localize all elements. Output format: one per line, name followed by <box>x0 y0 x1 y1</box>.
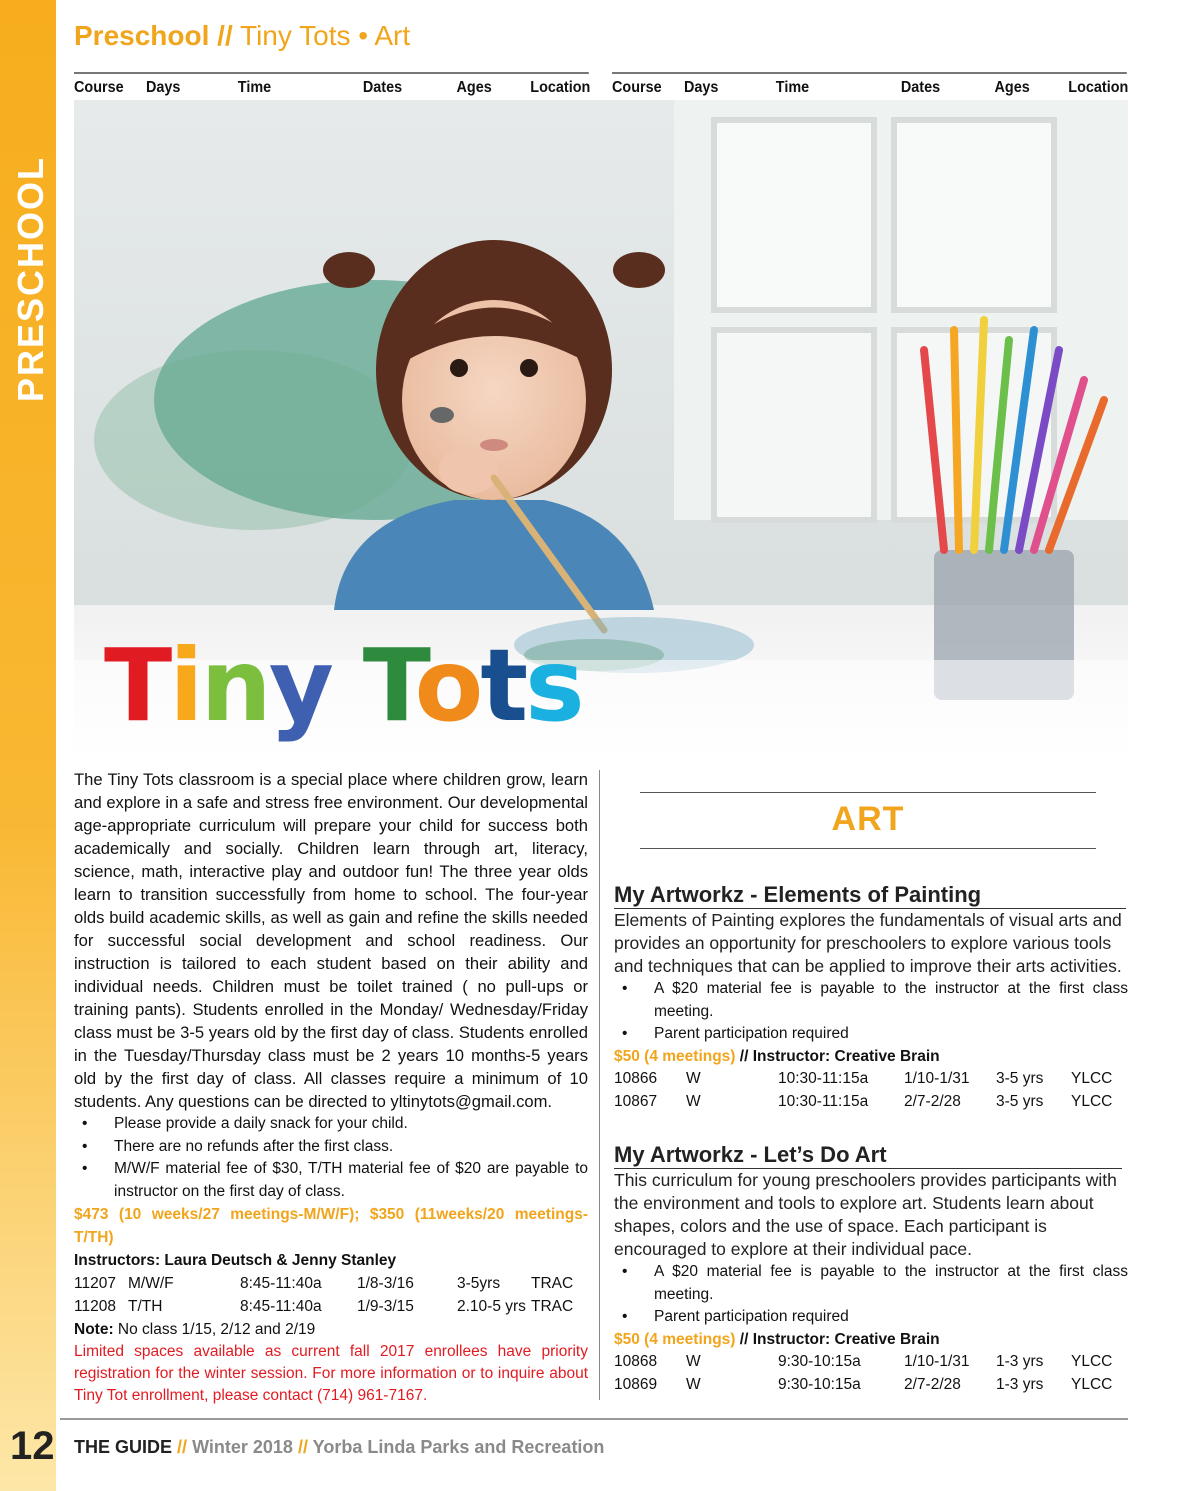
logo-letter: t <box>480 627 526 744</box>
course-bullets <box>614 1261 1128 1329</box>
logo-letter: T <box>104 627 170 744</box>
tiny-tots-bullets <box>74 1113 588 1203</box>
footer-org: Yorba Linda Parks and Recreation <box>312 1437 605 1457</box>
col-course: Course <box>612 79 662 96</box>
footer-rule <box>60 1418 1128 1420</box>
tiny-tots-schedule <box>74 1272 573 1318</box>
logo-space <box>331 627 363 744</box>
tiny-tots-instructors: Instructors: Laura Deutsch & Jenny Stanley <box>74 1252 397 1269</box>
course-title: My Artworkz - Elements of Painting <box>614 882 1126 909</box>
col-days: Days <box>146 79 181 96</box>
course-price: $50 (4 meetings) <box>614 1330 736 1348</box>
col-ages: Ages <box>994 79 1030 96</box>
footer-separator: // <box>177 1437 188 1457</box>
table-row: 11207 M/W/F 8:45-11:40a 1/8-3/16 3-5yrs TRAC <box>74 1275 574 1292</box>
col-course: Course <box>74 79 124 96</box>
page-footer <box>74 1437 604 1458</box>
list-item: • A $20 material fee is payable to the instructor at the first class meeting. <box>622 1263 1128 1303</box>
header-separator: // <box>217 20 233 51</box>
art-rule-bottom <box>640 848 1096 849</box>
course-price: $50 (4 meetings) <box>614 1047 736 1065</box>
table-row: 10868 W 9:30-10:15a 1/10-1/31 1-3 yrs YLCC <box>614 1353 1113 1370</box>
col-location: Location <box>530 79 591 96</box>
table-row: 10869 W 9:30-10:15a 2/7-2/28 1-3 yrs YLCC <box>614 1376 1113 1393</box>
logo-letter: o <box>414 627 481 744</box>
list-item: • A $20 material fee is payable to the instructor at the first class meeting. <box>622 980 1128 1020</box>
list-item: • M/W/F material fee of $30, T/TH material fee of $20 are payable to instructor on the first day of class. <box>82 1160 588 1200</box>
tiny-tots-description: The Tiny Tots classroom is a special place where children grow, learn and explore in a safe and stress free environment. Our developmental age-appropriate curriculum will prepare your child for success both academically and socially. Children learn through art, literacy, science, math, interactive play and outdoor fun! The three year olds learn to transition successfully from home to school. The four-year olds build academic skills, as well as gain and refine the skills needed for successful social development and school readiness. Our instruction is tailored to each student based on their ability and individual needs. Children must be toilet trained ( no pull-ups or training pants). Students enrolled in the Monday/ Wednesday/Friday class must be 3-5 years old by the first day of class. Students enrolled in the Tuesday/Thursday class must be 2 years 10 months-5 years old by the first day of class. All classes require a minimum of 10 students. Any questions can be directed to yltinytots@gmail.com. <box>74 770 588 1111</box>
logo-letter: i <box>169 627 201 744</box>
page-header <box>74 20 410 52</box>
art-course-2 <box>614 1142 1128 1397</box>
footer-season: Winter 2018 <box>192 1437 293 1457</box>
course-schedule <box>614 1068 1112 1114</box>
course-bullets <box>614 978 1128 1046</box>
list-item: • Please provide a daily snack for your child. <box>82 1115 408 1132</box>
sidebar-label: PRESCHOOL <box>10 155 51 402</box>
header-section: Preschool <box>74 20 210 51</box>
tiny-tots-note: Note: No class 1/15, 2/12 and 2/19 <box>74 1321 316 1338</box>
tiny-tots-logo <box>104 627 582 744</box>
col-ages: Ages <box>456 79 492 96</box>
course-schedule <box>614 1351 1112 1397</box>
course-description: This curriculum for young preschoolers provides participants with the environment and tools to explore art. Students learn about shapes, colors and the use of space. Each participant is encouraged to explore at their individual pace. <box>614 1170 1117 1259</box>
tiny-tots-price: $473 (10 weeks/27 meetings-M/W/F); $350 (11weeks/20 meetings-T/TH) <box>74 1206 588 1246</box>
art-rule-top <box>640 792 1096 793</box>
col-time: Time <box>237 79 272 96</box>
page-number: 12 <box>10 1424 55 1468</box>
logo-letter: n <box>200 627 269 744</box>
logo-letter: T <box>362 627 415 744</box>
tiny-tots-limited-note: Limited spaces available as current fall 2017 enrollees have priority registration for the winter session. For more information or to inquire about Tiny Tot enrollment, please contact (714) 961-7167. <box>74 1343 588 1404</box>
col-time: Time <box>775 79 810 96</box>
art-course-1 <box>614 882 1128 1114</box>
list-item: • Parent participation required <box>622 1308 849 1325</box>
logo-letter: y <box>268 627 331 744</box>
course-instructor: // Instructor: Creative Brain <box>739 1330 940 1348</box>
column-header-row-left <box>74 72 589 101</box>
header-subtitle: Tiny Tots • Art <box>240 20 411 51</box>
course-price-line <box>614 1046 1128 1068</box>
logo-letter: s <box>525 627 582 744</box>
art-title: ART <box>831 800 905 838</box>
tiny-tots-section <box>74 768 588 1407</box>
list-item: • There are no refunds after the first class. <box>82 1137 394 1155</box>
course-price-line <box>614 1329 1128 1351</box>
column-header-row-right <box>612 72 1127 101</box>
column-divider <box>599 770 600 1400</box>
table-row: 10866 W 10:30-11:15a 1/10-1/31 3-5 yrs YLCC <box>614 1070 1113 1087</box>
footer-separator: // <box>297 1437 308 1457</box>
table-row: 10867 W 10:30-11:15a 2/7-2/28 3-5 yrs YLCC <box>614 1093 1113 1110</box>
col-dates: Dates <box>362 79 403 96</box>
table-row: 11208 T/TH 8:45-11:40a 1/9-3/15 2.10-5 yrs TRAC <box>74 1298 574 1315</box>
col-dates: Dates <box>900 79 941 96</box>
course-title: My Artworkz - Let’s Do Art <box>614 1142 1122 1169</box>
list-item: • Parent participation required <box>622 1025 849 1042</box>
course-description: Elements of Painting explores the fundamentals of visual arts and provides an opportunity for preschoolers to explore various tools and techniques that can be applied to improve their arts activities. <box>614 910 1122 976</box>
footer-guide: THE GUIDE <box>74 1437 173 1457</box>
course-instructor: // Instructor: Creative Brain <box>739 1047 940 1065</box>
col-days: Days <box>684 79 719 96</box>
col-location: Location <box>1068 79 1129 96</box>
